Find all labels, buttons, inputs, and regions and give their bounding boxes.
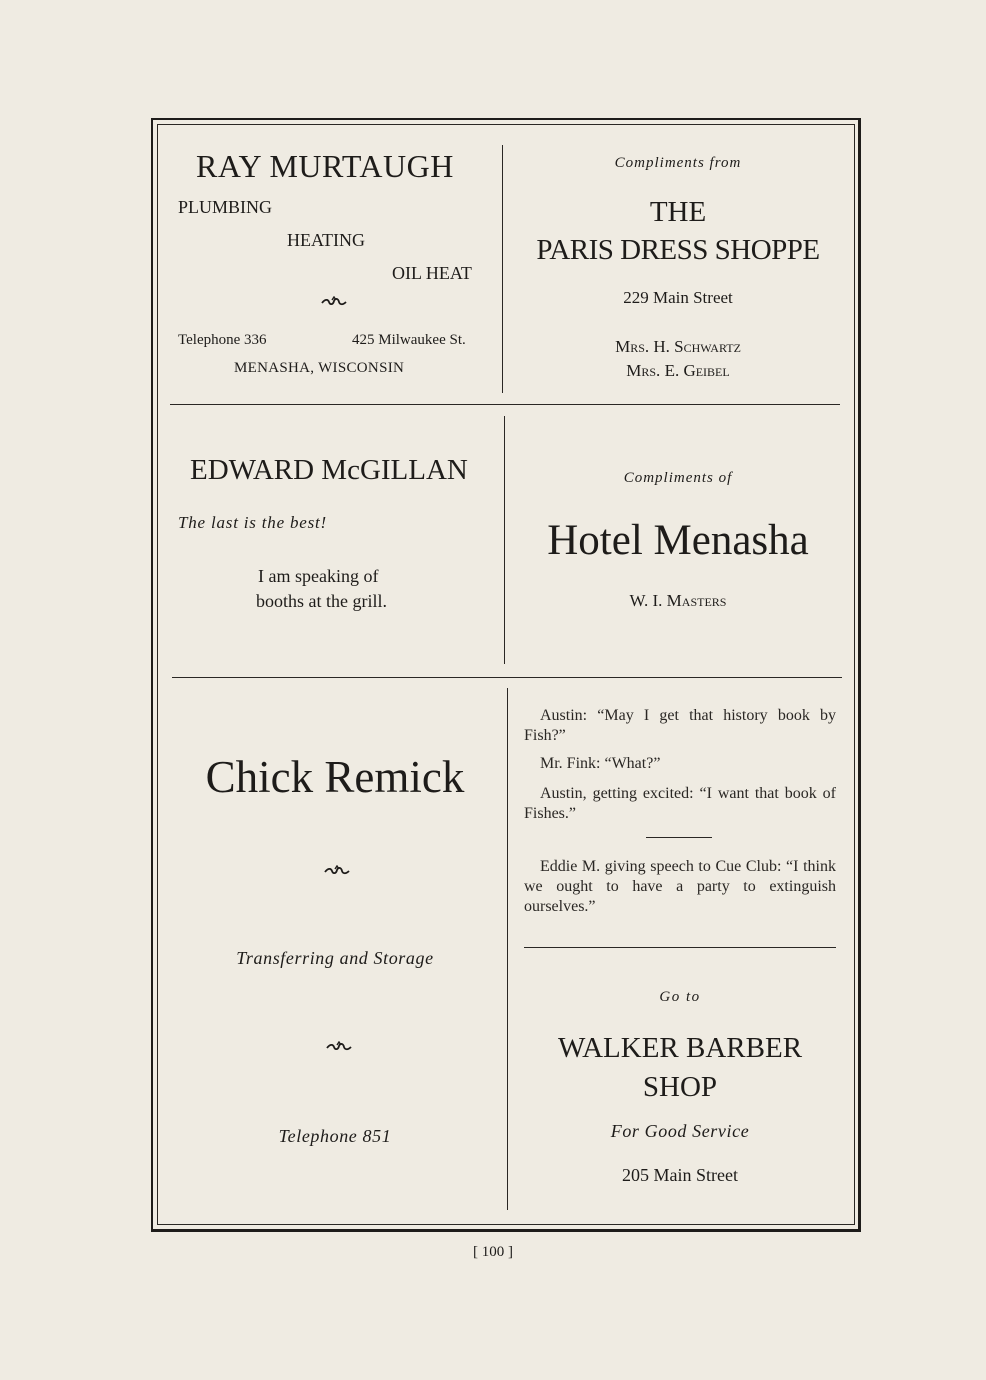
section-divider [524, 947, 836, 948]
telephone: Telephone 851 [278, 1126, 392, 1146]
owner-2-title: Mrs. [626, 361, 661, 380]
shop-name-line2: PARIS DRESS SHOPPE [536, 234, 820, 266]
owner-1 [518, 338, 838, 355]
manager [518, 592, 838, 609]
owner-1-name: H. Schwartz [653, 337, 741, 356]
service-plumbing: PLUMBING [178, 197, 273, 217]
page-number: [ 100 ] [473, 1244, 513, 1260]
row-divider [170, 404, 840, 405]
address: 425 Milwaukee St. [352, 332, 466, 348]
ad-title: RAY MURTAUGH [196, 148, 454, 184]
owner-2-name: E. Geibel [664, 361, 730, 380]
owner-1-title: Mrs. [615, 337, 650, 356]
owner-2 [518, 362, 838, 379]
text-line-2: booths at the grill. [256, 591, 387, 611]
service-oil-heat: OIL HEAT [392, 263, 472, 283]
address: 229 Main Street [623, 288, 733, 307]
manager-name: Masters [666, 591, 727, 610]
shop-name-line2: SHOP [642, 1071, 718, 1103]
column-divider [507, 688, 508, 1210]
joke-1-paragraph-1: Austin: “May I get that history book by Fish?” [524, 707, 836, 744]
row-divider [172, 677, 842, 678]
joke-1-paragraph-3: Austin, getting excited: “I want that book of Fishes.” [524, 785, 836, 822]
column-divider [504, 416, 505, 664]
ad-title: EDWARD McGILLAN [190, 454, 468, 486]
shop-name-line1: WALKER BARBER [557, 1032, 803, 1064]
intro-text: Compliments of [623, 470, 733, 486]
motto: The last is the best! [178, 513, 328, 532]
service-heating: HEATING [287, 230, 365, 250]
column-divider [502, 145, 503, 393]
joke-2-paragraph: Eddie M. giving speech to Cue Club: “I think we ought to have a party to extinguish ourselves.” [524, 858, 836, 915]
shop-name-line1: THE [649, 196, 707, 228]
joke-1-paragraph-2: Mr. Fink: “What?” [540, 755, 661, 772]
address: 205 Main Street [622, 1165, 738, 1185]
telephone: Telephone 336 [178, 332, 267, 348]
hotel-name: Hotel Menasha [547, 517, 809, 564]
intro-text: Go to [659, 989, 701, 1005]
ad-title: Chick Remick [205, 752, 465, 802]
city: MENASHA, WISCONSIN [234, 360, 405, 376]
service: Transferring and Storage [236, 948, 434, 968]
fleuron-ornament-icon [321, 296, 347, 310]
fleuron-ornament-icon [326, 1041, 352, 1055]
fleuron-ornament-icon [324, 865, 350, 879]
intro-text: Compliments from [614, 155, 742, 171]
joke-separator [646, 837, 712, 838]
slogan: For Good Service [610, 1121, 750, 1141]
manager-initials: W. I. [629, 591, 663, 610]
text-line-1: I am speaking of [258, 566, 379, 586]
